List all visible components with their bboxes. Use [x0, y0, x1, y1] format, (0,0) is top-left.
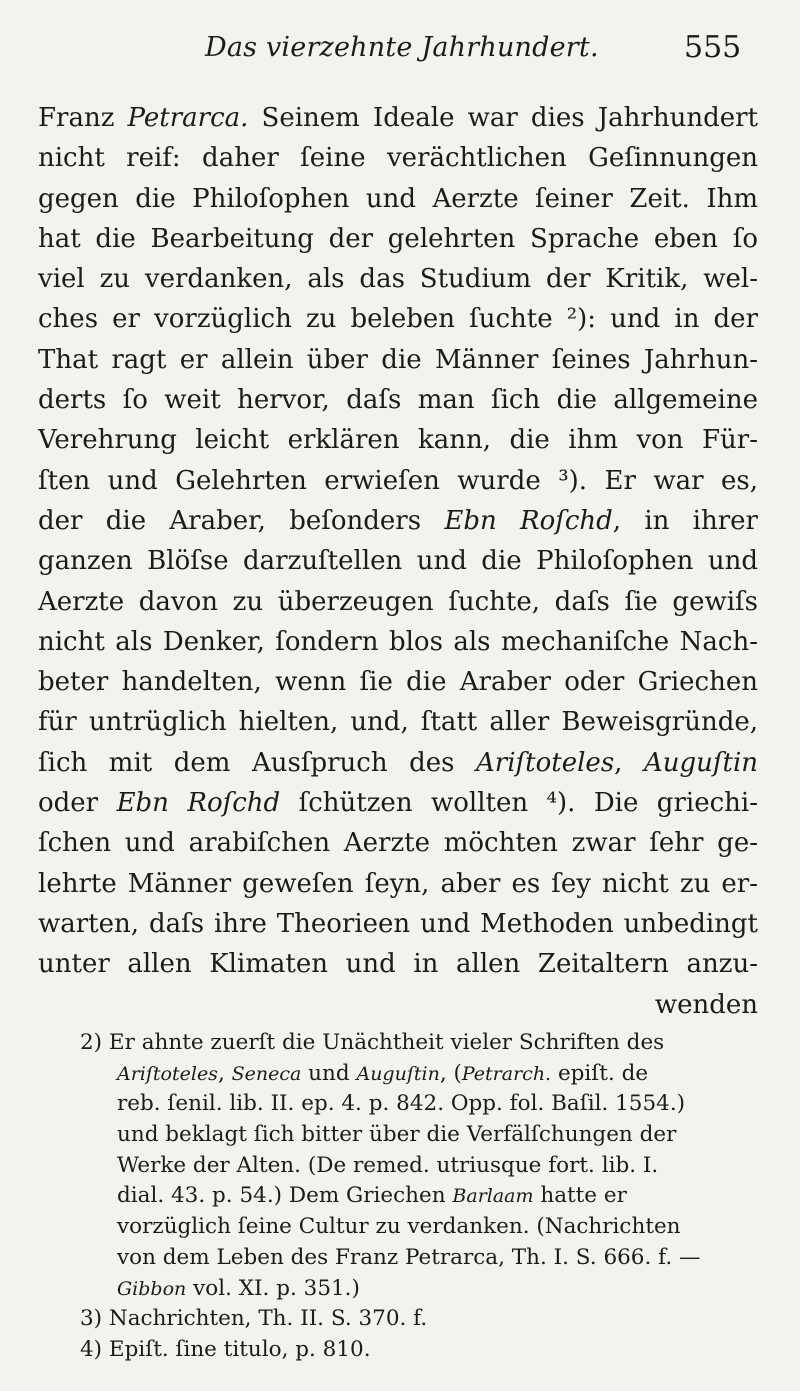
body-line: [38, 743, 758, 783]
text-segment: ſchützen wollten ⁴). Die griechi-: [280, 788, 758, 819]
italic-segment: Gibbon: [117, 1277, 187, 1300]
text-segment: ſten und Gelehrten erwieſen wurde ³). Er war es,: [38, 465, 758, 496]
footnote-line: [80, 1028, 760, 1059]
body-line: [38, 944, 758, 984]
text-segment: ganzen Blöſse darzuſtellen und die Philoſophen und: [38, 546, 758, 577]
text-segment: unter allen Klimaten und in allen Zeitaltern anzu-: [38, 949, 758, 980]
italic-segment: Ebn Roſchd: [444, 505, 613, 536]
text-segment: vol. XI. p. 351.): [186, 1275, 360, 1301]
body-line: [38, 420, 758, 460]
text-segment: gegen die Philoſophen und Aerzte ſeiner Zeit. Ihm: [38, 183, 758, 214]
body-line: [38, 864, 758, 904]
body-line: [38, 582, 758, 622]
body-line: [38, 702, 758, 742]
text-segment: ſchen und arabiſchen Aerzte möchten zwar ſehr ge-: [38, 828, 758, 859]
body-line: [38, 461, 758, 501]
footnote-line: [80, 1089, 760, 1120]
body-line: [38, 783, 758, 823]
footnote-line: [80, 1059, 760, 1090]
text-segment: von dem Leben des Franz Petrarca, Th. I. S. 666. f. —: [117, 1244, 701, 1270]
footnote-line: [80, 1151, 760, 1182]
italic-segment: Petrarch.: [461, 1062, 552, 1085]
text-segment: Werke der Alten. (De remed. utriusque fort. lib. I.: [117, 1152, 659, 1178]
text-segment: derts ſo weit hervor, daſs man ſich die allgemeine: [38, 385, 758, 416]
running-title: Das vierzehnte Jahrhundert.: [205, 32, 599, 63]
body-line: [38, 985, 758, 1025]
body-line: [38, 380, 758, 420]
text-segment: 3) Nachrichten, Th. II. S. 370. f.: [80, 1306, 428, 1332]
text-segment: hatte er: [533, 1183, 627, 1209]
footnote-line: [80, 1120, 760, 1151]
text-segment: nicht reif: daher ſeine verächtlichen Geſinnungen: [38, 143, 758, 174]
text-segment: Verehrung leicht erklären kann, die ihm von Für-: [38, 425, 758, 456]
body-line: [38, 501, 758, 541]
footnote-line: [80, 1181, 760, 1212]
body-line: [38, 98, 758, 138]
page-number: 555: [684, 30, 742, 65]
text-segment: oder: [38, 788, 117, 819]
body-line: [38, 259, 758, 299]
italic-segment: Barlaam: [452, 1185, 534, 1208]
footnote-line: [80, 1335, 760, 1366]
italic-segment: Seneca: [231, 1062, 302, 1085]
body-line: [38, 622, 758, 662]
running-head: [0, 30, 800, 80]
text-segment: reb. ſenil. lib. II. ep. 4. p. 842. Opp. fol. Baſil. 1554.): [117, 1091, 686, 1117]
body-line: [38, 219, 758, 259]
text-segment: und beklagt ſich bitter über die Verfälſchungen der: [117, 1122, 677, 1148]
footnote-line: [80, 1212, 760, 1243]
italic-segment: Ariſtoteles: [476, 747, 615, 778]
body-line: [38, 904, 758, 944]
text-segment: 2) Er ahnte zuerſt die Unächtheit vieler Schriften des: [80, 1030, 665, 1055]
text-segment: viel zu verdanken, als das Studium der Kritik, wel-: [38, 264, 758, 295]
text-segment: wenden: [654, 989, 758, 1020]
text-segment: Seinem Ideale war dies Jahrhundert: [248, 103, 758, 133]
italic-segment: Ariſtoteles: [117, 1062, 218, 1085]
text-segment: , in ihrer: [612, 505, 758, 536]
body-line: [38, 299, 758, 339]
body-line: [38, 340, 758, 380]
text-segment: ches er vorzüglich zu beleben ſuchte ²): und in der: [38, 304, 758, 335]
italic-segment: Ebn Roſchd: [116, 788, 281, 819]
footnotes: [80, 1028, 760, 1366]
text-segment: ,: [217, 1060, 232, 1086]
text-segment: nicht als Denker, ſondern blos als mechaniſche Nach-: [38, 626, 758, 657]
text-segment: und: [301, 1060, 357, 1086]
text-segment: beter handelten, wenn ſie die Araber oder Griechen: [38, 667, 758, 698]
text-segment: vorzüglich ſeine Cultur zu verdanken. (Nachrichten: [117, 1214, 681, 1240]
italic-segment: Petrarca.: [127, 103, 249, 133]
italic-segment: Auguſtin: [356, 1062, 440, 1085]
text-segment: Aerzte davon zu überzeugen ſuchte, daſs ſie gewiſs: [38, 586, 758, 617]
footnote-line: [80, 1243, 760, 1274]
text-segment: ſich mit dem Ausſpruch des: [38, 747, 477, 778]
body-line: [38, 662, 758, 702]
text-segment: Franz: [38, 103, 128, 133]
body-line: [38, 179, 758, 219]
footnote-line: [80, 1274, 760, 1305]
text-segment: ,: [614, 747, 644, 778]
body-text: [38, 98, 758, 1025]
text-segment: der die Araber, beſonders: [38, 505, 445, 536]
text-segment: , (: [439, 1060, 462, 1086]
text-segment: That ragt er allein über die Männer ſeines Jahrhun-: [38, 344, 758, 375]
body-line: [38, 541, 758, 581]
footnote-line: [80, 1304, 760, 1335]
text-segment: epiſt. de: [551, 1060, 649, 1086]
text-segment: 4) Epiſt. ſine titulo, p. 810.: [80, 1336, 371, 1362]
text-segment: hat die Bearbeitung der gelehrten Sprache eben ſo: [38, 223, 758, 254]
text-segment: lehrte Männer geweſen ſeyn, aber es ſey nicht zu er-: [38, 868, 758, 899]
text-segment: warten, daſs ihre Theorieen und Methoden unbedingt: [38, 908, 758, 939]
italic-segment: Auguſtin: [643, 747, 758, 778]
text-segment: für untrüglich hielten, und, ſtatt aller Beweisgründe,: [38, 707, 758, 738]
body-line: [38, 138, 758, 178]
text-segment: dial. 43. p. 54.) Dem Griechen: [117, 1183, 453, 1209]
body-line: [38, 823, 758, 863]
